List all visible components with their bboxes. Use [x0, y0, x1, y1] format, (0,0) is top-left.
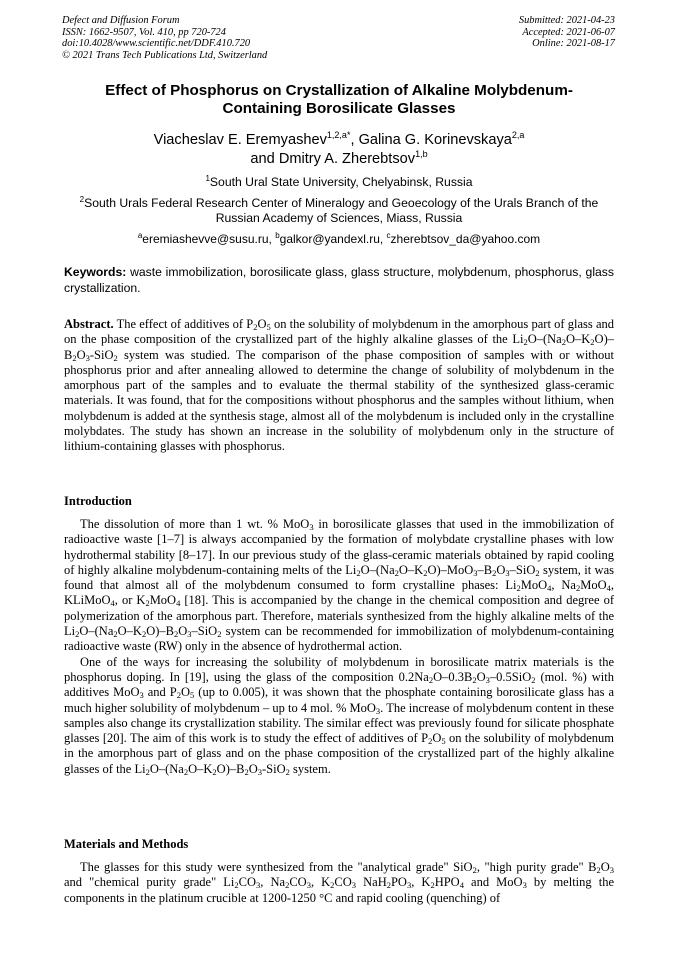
text-run: –B [477, 562, 493, 577]
subscript: 2 [472, 865, 477, 875]
email-a-marker: a [137, 231, 143, 240]
text-run: O)–B [64, 332, 614, 362]
methods-heading: Materials and Methods [64, 837, 189, 851]
subscript: 2 [145, 598, 150, 609]
email-a[interactable]: eremiashevve@susu.ru, [142, 232, 276, 246]
subscript: 2 [394, 567, 399, 578]
text-run: O–K [398, 562, 424, 577]
subscript: 2 [516, 583, 521, 594]
text-run: , Na [551, 578, 576, 593]
subscript: 2 [75, 629, 80, 640]
affiliation-1-text: South Ural State University, Chelyabinsk, Russia [209, 175, 473, 189]
text-run: One of the ways for increasing the solubility of molybdenum in borosilicate matrix materials is the phosphorus doping. In [19], using the glass of the composition 0.2Na [64, 654, 614, 684]
subscript: 3 [609, 865, 614, 875]
text-run: HPO [434, 875, 460, 890]
subscript: 5 [266, 322, 271, 332]
text-run: [18]. This is accompanied by the change in the chemical composition and degree of polymerization of the amorphous part. Therefore, materials synthesized from the highly alkaline melts of the Li [64, 593, 614, 639]
affiliation-2-number: 2 [79, 194, 85, 204]
text-run: on the solubility of molybdenum in the amorphous part of glass and on the phase composition of the crystallized part of the highly alkaline glasses of the Li [64, 731, 614, 776]
subscript: 2 [430, 880, 435, 891]
subscript: 2 [285, 880, 290, 891]
text-run: PO [390, 875, 407, 890]
text-run: NaH [356, 875, 387, 890]
author-2-affil: 2,a [511, 130, 525, 141]
subscript: 2 [472, 674, 477, 685]
text-run: –0.5SiO [489, 669, 532, 684]
text-run: , K [310, 875, 331, 890]
subscript: 3 [473, 567, 478, 578]
title-line-2: Containing Borosilicate Glasses [222, 100, 456, 117]
text-run: O–(Na [79, 624, 114, 639]
introduction-body [64, 517, 614, 777]
subscript: 4 [110, 598, 115, 609]
text-run: The glasses for this study were synthesized from the "analytical grade" SiO [80, 860, 473, 874]
text-run: MoO [520, 578, 548, 593]
subscript: 2 [234, 880, 239, 891]
author-list [64, 131, 614, 168]
email-c-marker: c [386, 231, 391, 240]
subscript: 4 [606, 583, 611, 594]
text-run: O)–MoO [427, 562, 474, 577]
subscript: 3 [522, 880, 527, 891]
text-run: The dissolution of more than 1 wt. % MoO [80, 517, 310, 531]
text-run: O [432, 731, 442, 746]
subscript: 3 [257, 766, 262, 777]
journal-header [62, 15, 267, 61]
introduction-heading: Introduction [64, 494, 132, 508]
journal-copyright: © 2021 Trans Tech Publications Ltd, Switzerland [62, 49, 268, 61]
subscript: 2 [113, 352, 118, 363]
introduction-paragraph-1 [64, 517, 614, 655]
text-run: -SiO [89, 347, 114, 362]
text-run: and MoO [463, 875, 523, 890]
text-run: , K [411, 875, 431, 890]
text-run: O [476, 669, 486, 684]
text-run: O–K [117, 624, 142, 639]
email-list [64, 232, 614, 247]
text-run: (mol. %) with additives MoO [64, 669, 614, 700]
email-b-marker: b [275, 231, 280, 240]
subscript: 2 [535, 567, 540, 578]
keywords-label: Keywords: [64, 265, 127, 279]
text-run: MoO [580, 578, 607, 593]
text-run: , Na [260, 875, 286, 890]
subscript: 2 [423, 567, 428, 578]
text-run: O–K [188, 761, 213, 776]
dates-header [519, 15, 615, 50]
text-run: system, it was found that almost all of the molybdenum consumed to form crystalline phases: Li [64, 562, 614, 593]
text-run: –SiO [509, 562, 536, 577]
subscript: 3 [139, 690, 144, 701]
journal-doi: doi:10.4028/www.scientific.net/DDF.410.720 [62, 38, 251, 50]
text-run: -SiO [261, 761, 286, 776]
subscript: 3 [187, 629, 192, 640]
journal-name: Defect and Diffusion Forum [62, 15, 180, 26]
text-run: , KLiMoO [64, 578, 614, 608]
subscript: 5 [190, 690, 195, 701]
subscript: 2 [330, 880, 335, 891]
paper-title [64, 82, 614, 118]
subscript: 5 [441, 736, 446, 747]
abstract-label: Abstract. [64, 317, 114, 331]
text-run: O [248, 761, 258, 776]
subscript: 2 [285, 766, 290, 777]
text-run: and "chemical purity grade" Li [64, 875, 235, 890]
subscript: 3 [309, 522, 314, 532]
text-run: O–0.3B [433, 669, 473, 684]
methods-body [64, 860, 614, 906]
text-run: O [181, 685, 191, 700]
subscript: 2 [217, 629, 222, 640]
text-run: . The increase of molybdenum content in these samples also change its crystallization stability. The similar effect was previously found for silicate phosphate glasses [20]. The aim of this work is to study the effect of additives of P [64, 700, 614, 746]
methods-paragraph-1 [64, 860, 614, 906]
text-run: on the solubility of molybdenum in the amorphous part of glass and on the phase composition of the crystallized part of the highly alkaline glasses of the Li [64, 317, 614, 347]
text-run: by melting the components in the platinum crucible at 1200-1250 °C and rapid cooling (quenching) of [64, 875, 615, 905]
author-and: and [250, 150, 279, 167]
text-run: O [600, 860, 610, 874]
author-3-affil: 1,b [415, 148, 428, 159]
abstract [64, 317, 614, 455]
affiliation-2-line-1: South Urals Federal Research Center of Mineralogy and Geoecology of the Urals Branch of the [84, 196, 599, 210]
text-run: O)–B [146, 624, 174, 639]
subscript: 2 [113, 629, 118, 640]
subscript: 2 [492, 567, 497, 578]
text-run: (up to 0.005), it was shown that the phosphate containing borosilicate glass has a much higher solubility of molybdenum – up to 4 mol. % MoO [64, 685, 615, 715]
text-run: system can be recommended for immobilization of molybdenum-containing radioactive waste (RW) only in the absence of hydrothermal action. [64, 624, 614, 654]
text-run: –SiO [191, 624, 218, 639]
subscript: 2 [386, 880, 391, 891]
subscript: 2 [590, 337, 595, 348]
text-run: system was studied. The comparison of the phase composition of samples with or without phosphorus prior and after annealing allowed to determine the change of solubility of molybdenum in the amorphous part of the samples and to evaluate the thermal stability of the synthesized glass-ceramic materials. It was found, that for the compositions without phosphorus and the samples without lithium, when molybdenum is added at the synthesis stage, almost all of the molybdenum is included only in the crystalline molybdates. The study has shown an increase in the solubility of molybdenum only in the structure of lithium-containing glasses with phosphorus. [64, 347, 614, 454]
text-run: MoO [149, 593, 177, 608]
subscript: 2 [356, 567, 361, 578]
text-run: O–K [565, 332, 591, 347]
text-run: O)–B [216, 761, 245, 776]
affiliation-2-line-2: Russian Academy of Sciences, Miass, Russia [215, 211, 463, 226]
subscript: 3 [85, 352, 90, 363]
subscript: 3 [406, 880, 412, 891]
subscript: 3 [306, 880, 311, 891]
subscript: 2 [596, 865, 601, 875]
affiliation-1-number: 1 [205, 173, 210, 183]
subscript: 2 [173, 629, 179, 640]
text-run: O [496, 562, 506, 577]
keywords-text: waste immobilization, borosilicate glass, glass structure, molybdenum, phosphorus, glass crystallization. [64, 265, 614, 295]
author-separator: , [350, 132, 359, 148]
email-c[interactable]: zherebtsov_da@yahoo.com [390, 232, 541, 246]
author-2: Galina G. Korinevskaya [358, 132, 512, 148]
text-run: , or K [114, 593, 146, 608]
text-run: O [257, 317, 267, 331]
subscript: 4 [459, 880, 464, 891]
subscript: 3 [375, 705, 381, 716]
text-run: O–(Na [527, 332, 562, 347]
text-run: O [76, 347, 86, 362]
title-line-1: Effect of Phosphorus on Crystallization of Alkaline Molybdenum- [105, 82, 573, 99]
text-run: O–(Na [149, 761, 184, 776]
subscript: 2 [531, 674, 536, 685]
text-run: O–(Na [360, 562, 395, 577]
subscript: 2 [561, 337, 566, 348]
subscript: 2 [253, 322, 258, 332]
email-b[interactable]: galkor@yandexl.ru, [279, 232, 387, 246]
text-run: The effect of additives of P [113, 317, 254, 331]
subscript: 2 [145, 766, 150, 777]
text-run: CO [289, 875, 307, 890]
subscript: 2 [428, 674, 434, 685]
online-date: Online: 2021-08-17 [532, 38, 615, 50]
affiliation-2 [64, 196, 614, 227]
subscript: 4 [176, 598, 181, 609]
subscript: 2 [523, 337, 528, 348]
author-1-affil: 1,2,a* [326, 130, 351, 141]
introduction-paragraph-2 [64, 655, 614, 777]
text-run: and P [143, 685, 177, 700]
journal-issn: ISSN: 1662-9507, Vol. 410, pp 720-724 [62, 26, 226, 38]
keywords [64, 265, 614, 296]
text-run: system. [289, 761, 331, 776]
subscript: 2 [244, 766, 249, 777]
affiliation-1 [64, 175, 614, 190]
subscript: 2 [428, 736, 433, 747]
subscript: 2 [72, 352, 77, 363]
text-run: , "high purity grade" B [476, 860, 597, 874]
subscript: 2 [212, 766, 217, 777]
text-run: CO [238, 875, 257, 890]
subscript: 3 [256, 880, 261, 891]
subscript: 3 [505, 567, 510, 578]
accepted-date: Accepted: 2021-06-07 [522, 26, 615, 38]
text-run: in borosilicate glasses that used in the immobilization of radioactive waste [1–7] is always accompanied by the formation of molybdate crystalline phases with low hydrothermal stability [8–17]. In our previous study of the glass-ceramic materials obtained by rapid cooling of highly alkaline molybdenum-containing melts of the Li [64, 517, 614, 577]
subscript: 2 [141, 629, 147, 640]
text-run: CO [334, 875, 352, 890]
author-3: Dmitry A. Zherebtsov [278, 150, 416, 167]
text-run: O [178, 624, 188, 639]
subscript: 3 [351, 880, 357, 891]
subscript: 4 [547, 583, 552, 594]
subscript: 2 [176, 690, 182, 701]
subscript: 3 [485, 674, 490, 685]
submitted-date: Submitted: 2021-04-23 [518, 15, 615, 26]
subscript: 2 [183, 766, 189, 777]
subscript: 2 [575, 583, 581, 594]
author-1: Viacheslav E. Eremyashev [153, 132, 327, 148]
